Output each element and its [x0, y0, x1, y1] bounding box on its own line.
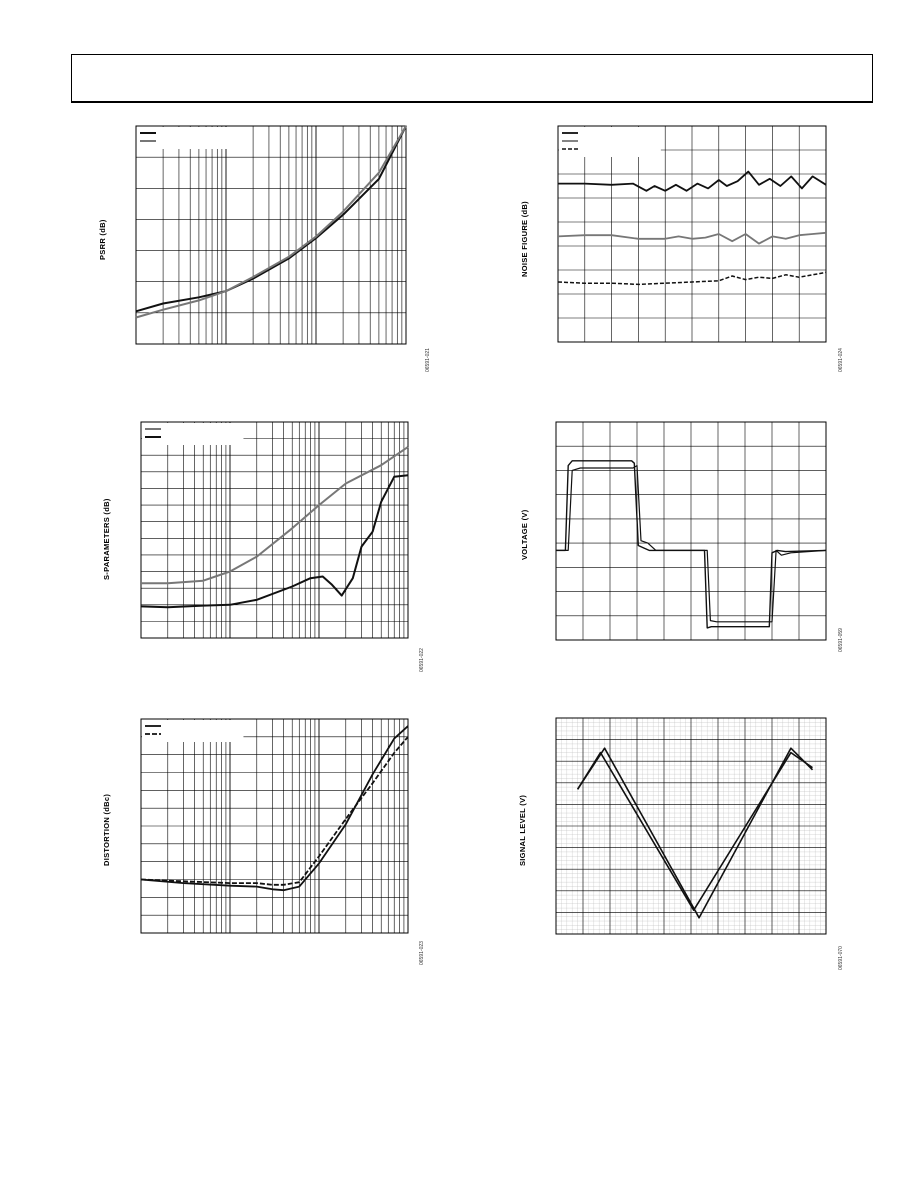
legend	[142, 720, 243, 742]
distortion-ylabel: DISTORTION (dBc)	[102, 793, 111, 866]
series-line-1	[141, 447, 408, 583]
voltage-plot	[556, 422, 826, 640]
plot-frame	[141, 422, 408, 638]
legend-box	[142, 720, 243, 742]
s-parameters-chart	[141, 422, 408, 638]
signal-level-plot	[556, 718, 826, 934]
voltage-ylabel: VOLTAGE (V)	[520, 509, 529, 560]
plot-frame	[136, 126, 406, 344]
psrr-ylabel: PSRR (dB)	[98, 219, 107, 260]
series-line-2	[136, 126, 406, 318]
legend-box	[559, 127, 661, 157]
signal-level-chart	[556, 718, 826, 934]
distortion-chart	[141, 719, 408, 933]
legend-box	[137, 127, 240, 149]
legend	[559, 127, 661, 157]
legend	[142, 423, 243, 445]
noise-figure-figure-id: 06591-024	[838, 348, 844, 372]
psrr-chart	[136, 126, 406, 344]
distortion-figure-id: 06591-023	[419, 941, 425, 965]
s-parameters-ylabel: S-PARAMETERS (dB)	[102, 498, 111, 580]
legend-box	[142, 423, 243, 445]
voltage-figure-id: 06591-059	[838, 628, 844, 652]
signal-level-ylabel: SIGNAL LEVEL (V)	[518, 794, 527, 866]
noise-figure-chart	[558, 126, 826, 342]
series-line-1	[136, 126, 406, 311]
psrr-plot	[136, 126, 406, 344]
s-parameters-figure-id: 06591-022	[419, 648, 425, 672]
voltage-chart	[556, 422, 826, 640]
distortion-plot	[141, 719, 408, 933]
page-header	[71, 54, 873, 103]
signal-level-figure-id: 06591-070	[838, 946, 844, 970]
noise-figure-ylabel: NOISE FIGURE (dB)	[520, 201, 529, 277]
noise-figure-plot	[558, 126, 826, 342]
s-parameters-plot	[141, 422, 408, 638]
series-line-2	[141, 737, 408, 885]
psrr-figure-id: 06591-021	[425, 348, 431, 372]
legend	[137, 127, 240, 149]
